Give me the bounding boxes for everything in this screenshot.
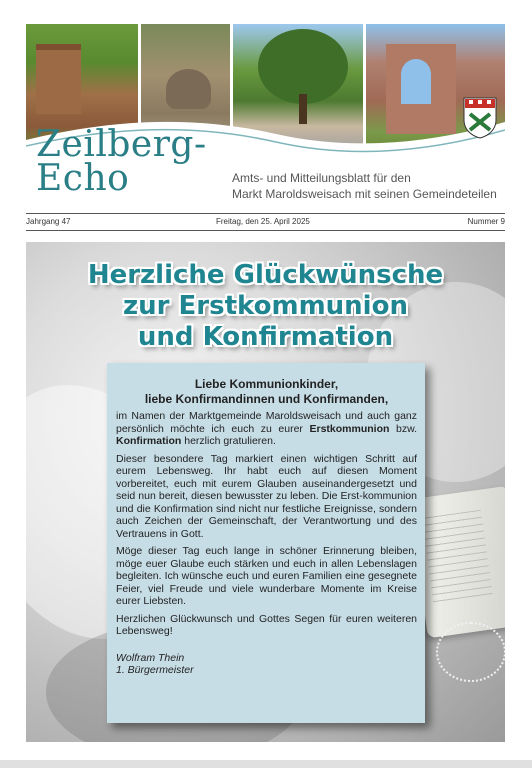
subtitle-line1: Amts- und Mitteilungsblatt für den [232,171,411,185]
letter-paragraph-1: im Namen der Marktgemeinde Maroldsweisach und auch ganz persönlich möchte ich euch zu eurer Erstkommunion bzw. Konfirmation herzlich gratulieren. [116,410,417,447]
feature-headline [26,260,505,353]
letter-paragraph-3: Möge dieser Tag euch lange in schöner Erinnerung bleiben, möge euer Glaube euch stärken und euch in allen Lebenslagen begleiten. Ich wünsche euch und euren Familien eine gesegnete Feier, viel Freude und viele wunderbare Momente im Kreise eurer Liebsten. [116,545,417,607]
headline-line2: zur Erstkommunion [123,291,408,321]
masthead-subtitle [232,170,497,202]
letter-signature [116,652,417,677]
issue-number: Nummer 9 [467,217,505,226]
subtitle-line2: Markt Maroldsweisach mit seinen Gemeindeteilen [232,187,497,201]
issue-info-bar [26,216,505,229]
feature-greeting-panel [26,242,505,742]
greeting-letter [107,363,425,723]
signature-name: Wolfram Thein [116,651,185,664]
divider-top [26,213,505,214]
rosary-image [436,622,505,682]
issue-volume: Jahrgang 47 [26,217,71,226]
letter-salutation: Liebe Kommunionkinder, liebe Konfirmandinnen und Konfirmanden, [144,377,389,406]
letter-paragraph-4: Herzlichen Glückwunsch und Gottes Segen für euren weiteren Lebensweg! [116,612,417,637]
issue-date: Freitag, den 25. April 2025 [216,217,310,226]
divider-bottom [26,230,505,231]
page-bottom-edge [0,760,532,768]
masthead-title-line1: Zeilberg- [36,124,207,165]
signature-title: 1. Bürgermeister [116,664,194,676]
coat-of-arms-icon [462,96,498,140]
letter-paragraph-2: Dieser besondere Tag markiert einen wichtigen Schritt auf eurem Lebensweg. Ihr habt euch auf diesen Moment vorbereitet, euch mit eurem Glauben auseinandergesetzt und seid nun bereit, diesen bewusster zu leben. Die Erst-kommunion und die Konfirmation sind nicht nur festliche Ereignisse, sondern auch Zeichen der Gemeinschaft, der Verantwortung und des Vertrauens in Gott. [116,452,417,540]
headline-line1: Herzliche Glückwünsche [87,260,444,290]
masthead-title [36,124,207,199]
headline-line3: und Konfirmation [137,322,394,352]
masthead-title-line2: Echo [36,158,130,199]
